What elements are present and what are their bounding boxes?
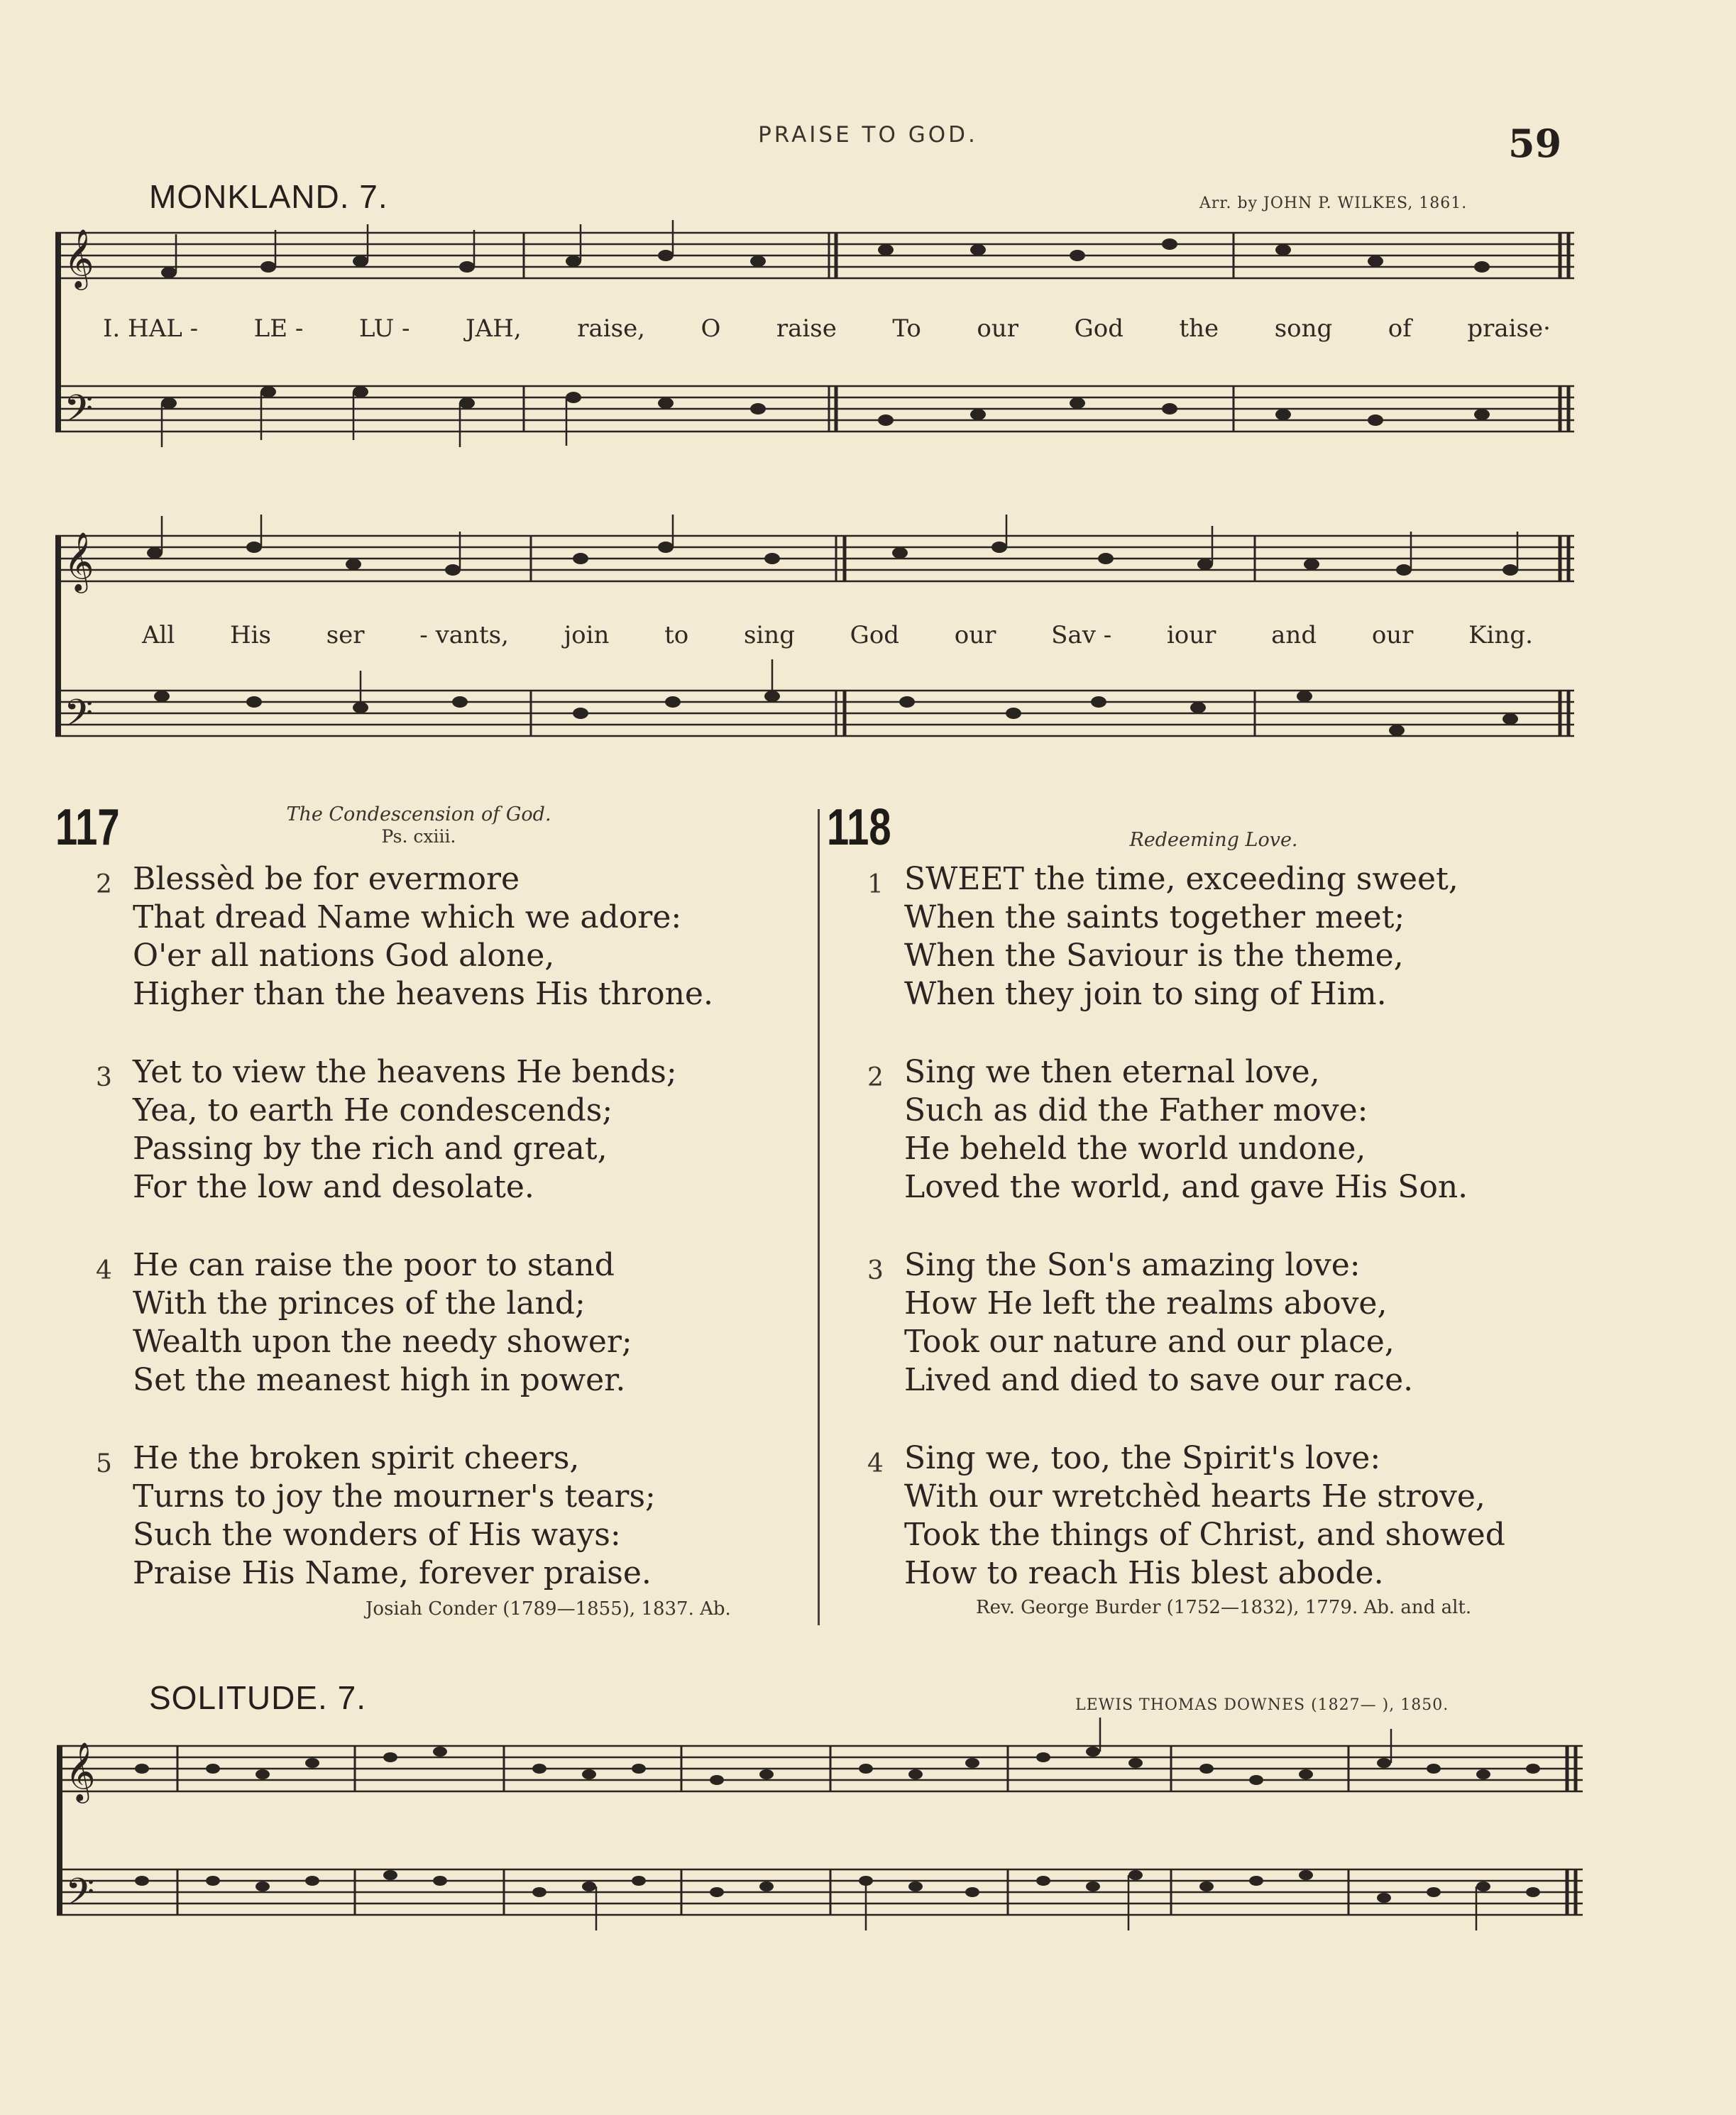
svg-text:𝄞: 𝄞	[64, 228, 94, 287]
hymn-number-117: 117	[55, 799, 120, 856]
svg-text:𝄢: 𝄢	[64, 692, 94, 745]
column-divider	[818, 809, 820, 1625]
lyrics-row-monkland-1: I. HAL - LE - LU - JAH, raise, O raise To our God the song of praise·	[103, 314, 1551, 343]
svg-text:𝄞: 𝄞	[64, 531, 94, 590]
tune-arranger-monkland: Arr. by JOHN P. WILKES, 1861.	[1199, 194, 1468, 212]
page-number: 59	[1508, 121, 1562, 166]
running-head: PRAISE TO GOD.	[758, 122, 978, 148]
hymn-117-subtitle: The Condescension of God.	[286, 803, 551, 825]
hymn-118-attribution: Rev. George Burder (1752—1832), 1779. Ab. and alt.	[976, 1597, 1472, 1618]
svg-text:𝄞: 𝄞	[65, 1741, 96, 1801]
music-system-solitude	[57, 1718, 1583, 1945]
hymn-number-118: 118	[827, 799, 891, 856]
tune-composer-solitude: LEWIS THOMAS DOWNES (1827— ), 1850.	[1075, 1696, 1449, 1714]
svg-text:𝄢: 𝄢	[64, 388, 94, 440]
hymn-117-reference: Ps. cxiii.	[381, 826, 456, 847]
svg-text:𝄢: 𝄢	[65, 1871, 95, 1923]
hymn-118-subtitle: Redeeming Love.	[1129, 829, 1298, 851]
lyrics-row-monkland-2: All His ser - vants, join to sing God our Sav - iour and our King.	[142, 621, 1533, 649]
hymn-117-attribution: Josiah Conder (1789—1855), 1837. Ab.	[366, 1598, 731, 1620]
tune-title-monkland: MONKLAND. 7.	[149, 178, 388, 215]
tune-title-solitude: SOLITUDE. 7.	[149, 1679, 366, 1716]
